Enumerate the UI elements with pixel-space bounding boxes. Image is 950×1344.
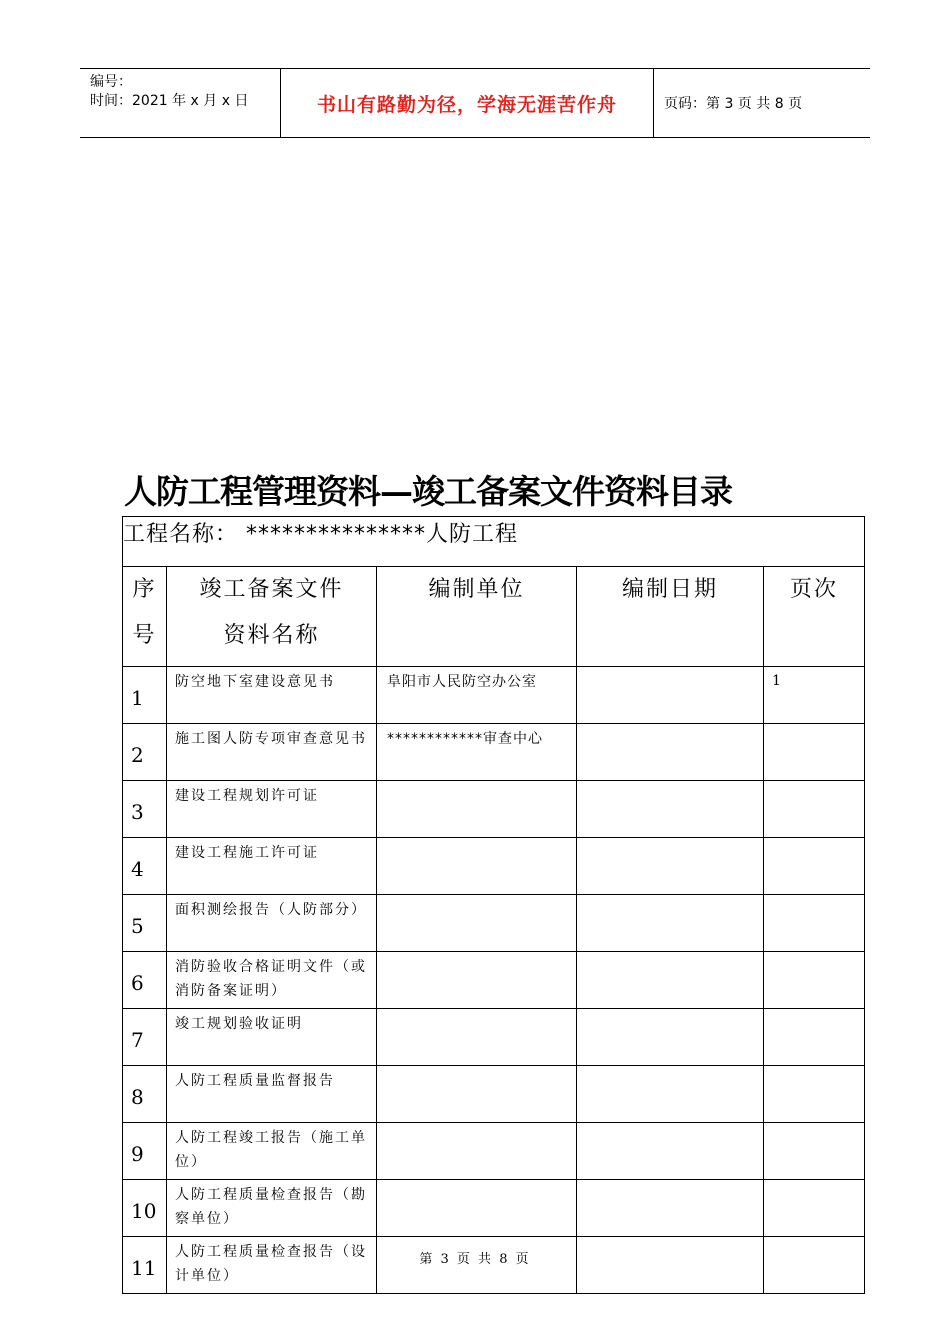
row-number: 10 (123, 1180, 167, 1237)
row-number: 2 (123, 724, 167, 781)
header-page: 页次 (764, 567, 865, 667)
header-seq-line2: 号 (132, 623, 157, 648)
row-page (764, 895, 865, 952)
row-document-name: 人防工程质量检查报告（设计单位） (167, 1237, 377, 1294)
row-document-name: 人防工程质量检查报告（勘察单位） (167, 1180, 377, 1237)
row-document-name: 人防工程竣工报告（施工单位） (167, 1123, 377, 1180)
document-title: 人防工程管理资料—竣工备案文件资料目录 (124, 472, 732, 511)
row-page (764, 781, 865, 838)
row-page (764, 952, 865, 1009)
page-header (80, 68, 870, 138)
row-document-name: 建设工程规划许可证 (167, 781, 377, 838)
row-document-name: 建设工程施工许可证 (167, 838, 377, 895)
row-date (577, 667, 764, 724)
row-number: 5 (123, 895, 167, 952)
row-page (764, 838, 865, 895)
row-number: 8 (123, 1066, 167, 1123)
header-unit: 编制单位 (377, 567, 577, 667)
time-label: 时间：2021 年 x 月 x 日 (90, 93, 249, 109)
row-page (764, 724, 865, 781)
row-date (577, 895, 764, 952)
row-page (764, 1066, 865, 1123)
table-row (123, 724, 865, 781)
row-page (764, 1180, 865, 1237)
catalog-table (122, 516, 865, 1294)
table-row (123, 1180, 865, 1237)
header-seq (123, 567, 167, 667)
table-header-row (123, 567, 865, 667)
project-name-row (123, 517, 865, 567)
row-date (577, 1180, 764, 1237)
table-row (123, 895, 865, 952)
row-date (577, 1009, 764, 1066)
header-date: 编制日期 (577, 567, 764, 667)
table-row (123, 1009, 865, 1066)
table-row (123, 952, 865, 1009)
page-footer: 第 3 页 共 8 页 (419, 1252, 531, 1267)
row-document-name: 面积测绘报告（人防部分） (167, 895, 377, 952)
row-unit (377, 1180, 577, 1237)
table-row (123, 781, 865, 838)
row-unit (377, 895, 577, 952)
header-name-line1: 竣工备案文件 (199, 577, 344, 602)
header-seq-line1: 序 (132, 577, 157, 602)
row-unit (377, 952, 577, 1009)
row-date (577, 724, 764, 781)
project-name: 工程名称： ***************人防工程 (123, 517, 865, 567)
row-number: 6 (123, 952, 167, 1009)
row-page (764, 1123, 865, 1180)
header-meta (80, 69, 281, 137)
row-document-name: 施工图人防专项审查意见书 (167, 724, 377, 781)
table-row (123, 838, 865, 895)
header-motto: 书山有路勤为径，学海无涯苦作舟 (281, 69, 654, 137)
row-date (577, 1066, 764, 1123)
row-date (577, 1123, 764, 1180)
row-number: 3 (123, 781, 167, 838)
header-name-line2: 资料名称 (223, 623, 320, 648)
row-unit: 阜阳市人民防空办公室 (377, 667, 577, 724)
row-document-name: 消防验收合格证明文件（或消防备案证明） (167, 952, 377, 1009)
table-row (123, 667, 865, 724)
header-page-info: 页码：第 3 页 共 8 页 (664, 96, 803, 112)
row-unit (377, 1009, 577, 1066)
row-unit: ************审查中心 (377, 724, 577, 781)
row-date (577, 838, 764, 895)
row-unit (377, 838, 577, 895)
row-number: 9 (123, 1123, 167, 1180)
table-row (123, 1123, 865, 1180)
row-date (577, 952, 764, 1009)
row-document-name: 竣工规划验收证明 (167, 1009, 377, 1066)
row-number: 4 (123, 838, 167, 895)
row-number: 1 (123, 667, 167, 724)
row-page (764, 1009, 865, 1066)
row-number: 7 (123, 1009, 167, 1066)
row-unit (377, 1123, 577, 1180)
row-date (577, 781, 764, 838)
number-label: 编号： (90, 74, 132, 90)
row-unit (377, 1066, 577, 1123)
row-unit (377, 781, 577, 838)
header-doc-name (167, 567, 377, 667)
row-document-name: 人防工程质量监督报告 (167, 1066, 377, 1123)
table-row (123, 1066, 865, 1123)
row-document-name: 防空地下室建设意见书 (167, 667, 377, 724)
row-number: 11 (123, 1237, 167, 1294)
row-page: 1 (764, 667, 865, 724)
